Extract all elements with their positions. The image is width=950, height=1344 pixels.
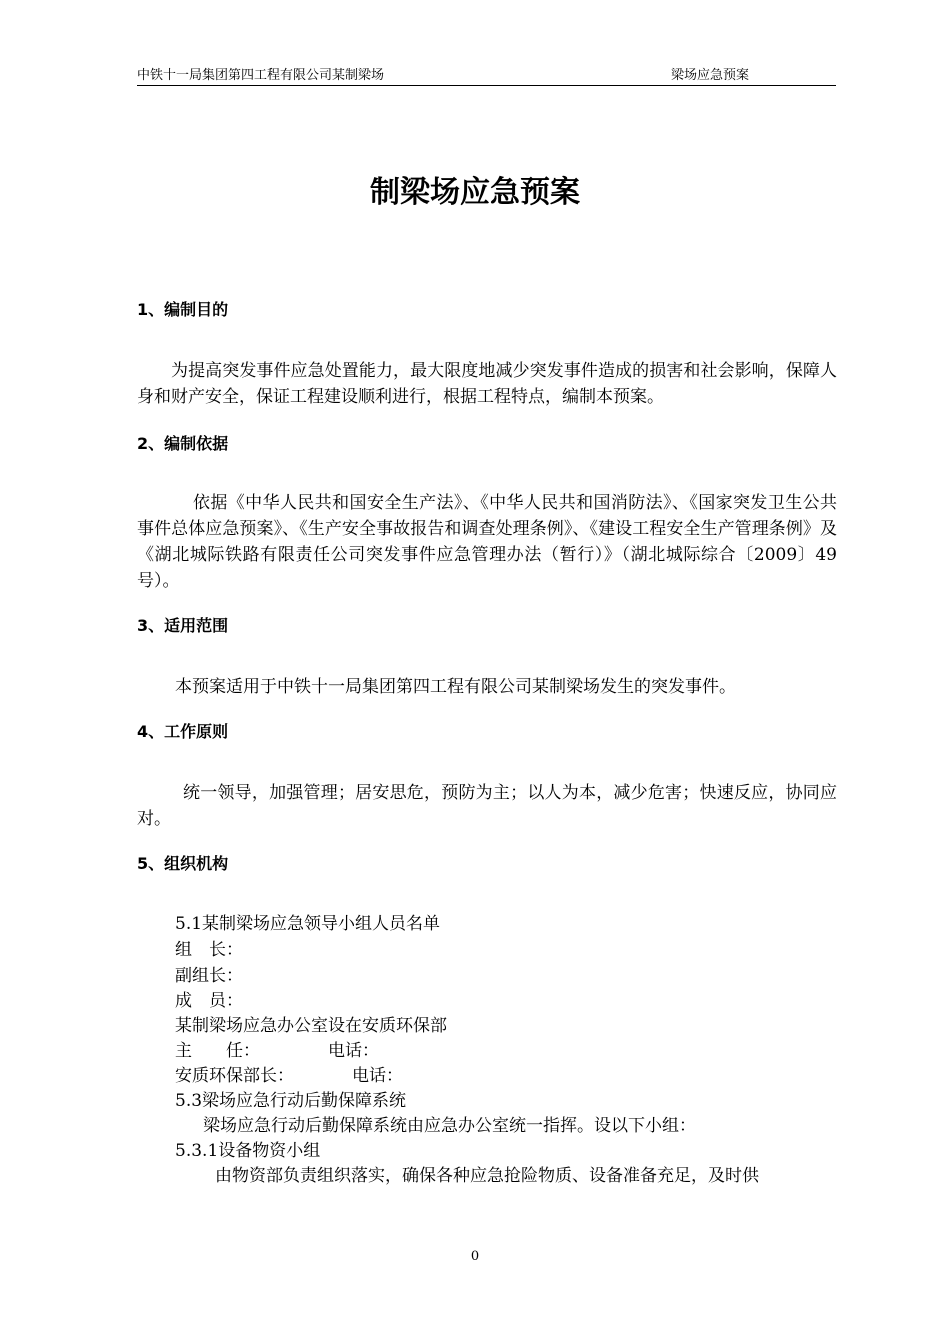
page-number: 0 [470, 1249, 480, 1264]
org-line-deputy-leader: 副组长： [175, 966, 243, 986]
section-paragraph-basis: 依据《中华人民共和国安全生产法》、《中华人民共和国消防法》、《国家突发卫生公共事件总体应急预案》、《生产安全事故报告和调查处理条例》、《建设工程安全生产管理条例》及《湖北城际铁路有限责任公司突发事件应急管理办法（暂行）》（湖北城际综合〔2009〕49号）。 [137, 493, 837, 591]
section-heading-basis: 2、编制依据 [137, 434, 229, 453]
org-line-director-phone: 电话： [328, 1041, 379, 1061]
org-line-director: 主 任： [175, 1041, 260, 1061]
org-line-office: 某制梁场应急办公室设在安质环保部 [175, 1016, 447, 1036]
org-line-leader: 组 长： [175, 940, 243, 960]
org-line-safety-head: 安质环保部长： [175, 1066, 294, 1086]
document-title: 制梁场应急预案 [370, 175, 580, 210]
page-header [137, 66, 836, 86]
org-line-members: 成 员： [175, 991, 243, 1011]
section-heading-principles: 4、工作原则 [137, 722, 229, 741]
section-paragraph-purpose: 为提高突发事件应急处置能力，最大限度地减少突发事件造成的损害和社会影响，保障人身和财产安全，保证工程建设顺利进行，根据工程特点，编制本预案。 [137, 361, 837, 407]
org-line-logistics-desc: 梁场应急行动后勤保障系统由应急办公室统一指挥。设以下小组： [203, 1116, 696, 1136]
section-heading-purpose: 1、编制目的 [137, 300, 229, 319]
section-heading-organization: 5、组织机构 [137, 854, 229, 873]
org-subsection-5-3: 5.3梁场应急行动后勤保障系统 [175, 1091, 407, 1111]
org-subsection-5-3-1: 5.3.1设备物资小组 [175, 1141, 321, 1161]
section-paragraph-principles: 统一领导，加强管理；居安思危，预防为主；以人为本，减少危害；快速反应，协同应对。 [137, 783, 837, 829]
org-subsection-5-1: 5.1某制梁场应急领导小组人员名单 [175, 914, 441, 934]
org-line-safety-head-phone: 电话： [352, 1066, 403, 1086]
header-company: 中铁十一局集团第四工程有限公司某制梁场 [137, 68, 385, 83]
section-heading-scope: 3、适用范围 [137, 616, 229, 635]
org-line-equipment-desc: 由物资部负责组织落实，确保各种应急抢险物质、设备准备充足，及时供 [215, 1166, 759, 1186]
section-paragraph-scope: 本预案适用于中铁十一局集团第四工程有限公司某制梁场发生的突发事件。 [175, 677, 736, 697]
header-doc-name: 梁场应急预案 [671, 68, 750, 83]
